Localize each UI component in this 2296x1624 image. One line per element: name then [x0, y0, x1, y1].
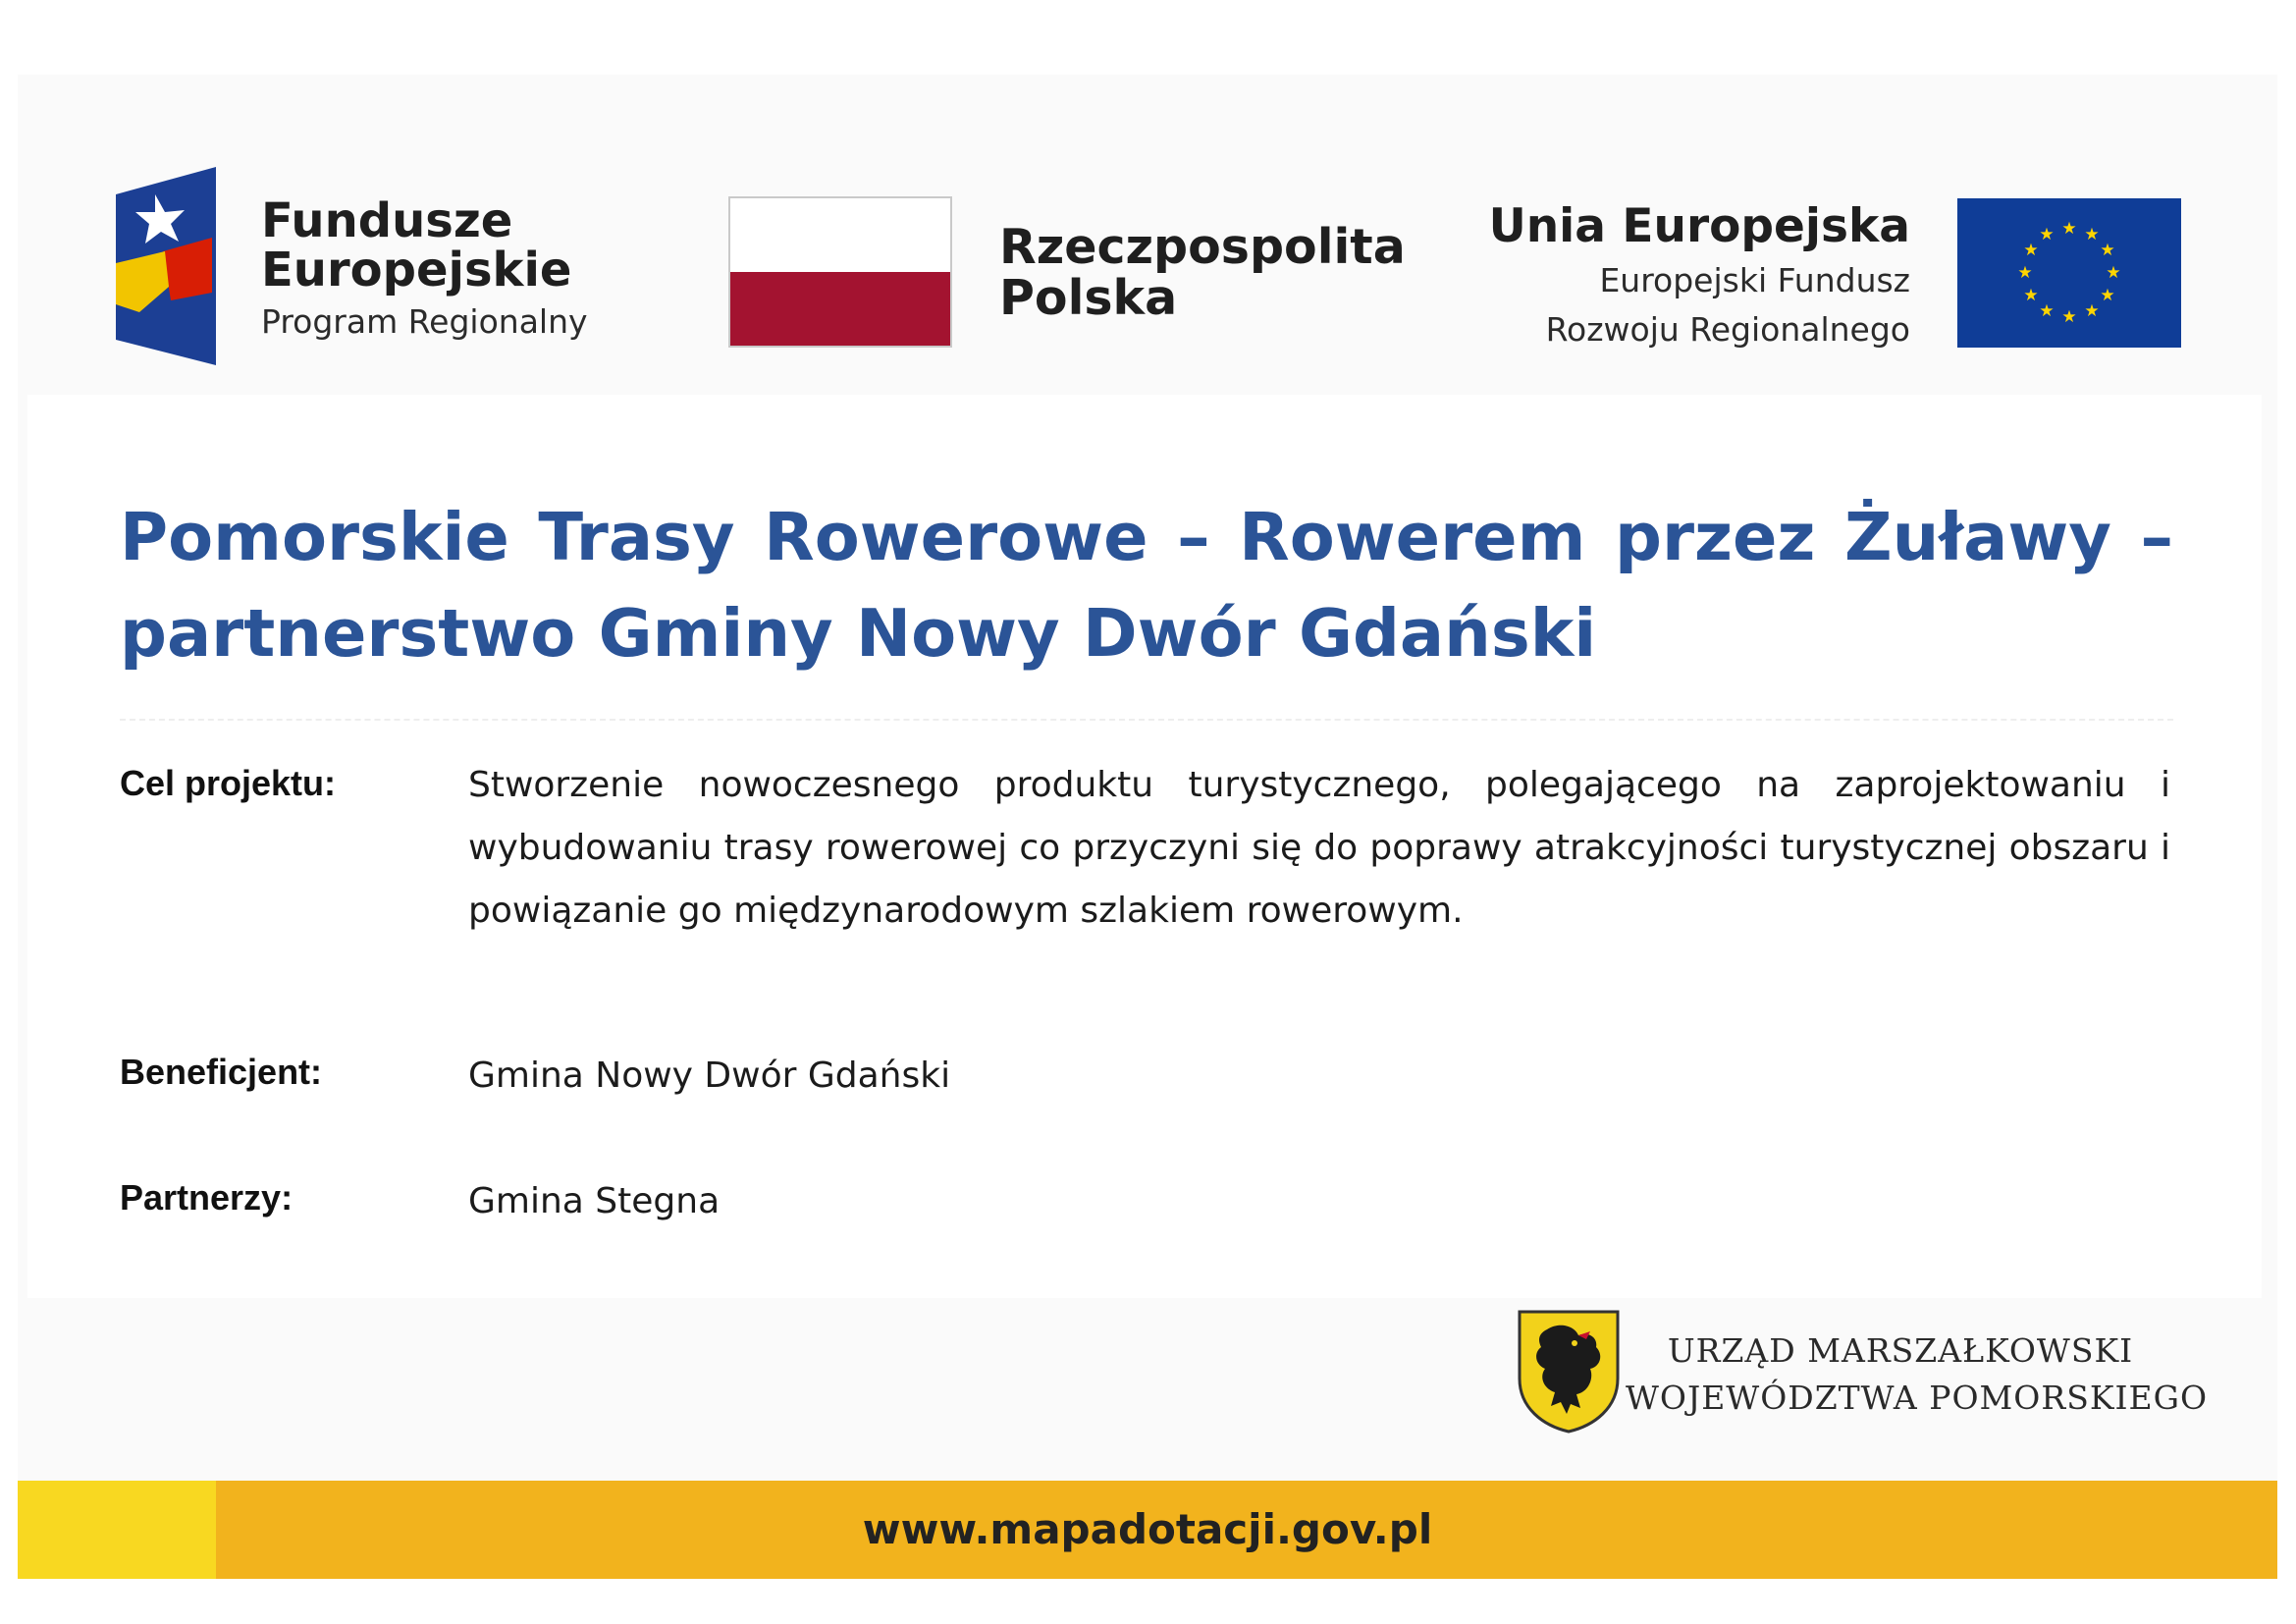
project-title: Pomorskie Trasy Rowerowe – Rowerem przez Żuławy – partnerstwo Gminy Nowy Dwór Gdański	[120, 499, 2173, 672]
svg-text:★: ★	[2061, 219, 2077, 239]
svg-text:★: ★	[2039, 225, 2055, 244]
fe-text-block	[261, 193, 588, 342]
unia-europejska-text	[1489, 200, 1910, 352]
svg-text:★: ★	[2106, 263, 2121, 283]
office-line1: URZĄD MARSZAŁKOWSKI	[1667, 1331, 2134, 1370]
svg-text:★: ★	[2061, 307, 2077, 327]
svg-text:★: ★	[2023, 286, 2039, 305]
svg-text:★: ★	[2100, 286, 2115, 305]
pl-line1: Rzeczpospolita	[999, 219, 1406, 275]
office-line2: WOJEWÓDZTWA POMORSKIEGO	[1626, 1379, 2209, 1417]
ue-title: Unia Europejska	[1488, 199, 1910, 253]
footer-bar	[18, 1481, 2277, 1579]
svg-text:★: ★	[2100, 241, 2115, 260]
svg-text:★: ★	[2023, 241, 2039, 260]
pl-line2: Polska	[999, 270, 1178, 326]
svg-text:★: ★	[2039, 301, 2055, 321]
ue-sub-line1: Europejski Fundusz	[1599, 261, 1910, 299]
partners-value: Gmina Stegna	[468, 1181, 721, 1221]
svg-text:★: ★	[2017, 263, 2033, 283]
eu-flag-icon	[1957, 198, 2181, 348]
fe-subtitle: Program Regionalny	[261, 302, 588, 341]
partners-label: Partnerzy:	[120, 1177, 294, 1218]
beneficiary-value: Gmina Nowy Dwór Gdański	[468, 1056, 951, 1096]
fe-title-line1: Fundusze	[261, 193, 513, 248]
goal-text: Stworzenie nowoczesnego produktu turystycznego, polegającego na zaprojektowaniu i wybudowaniu trasy rowerowej co przyczyni się do poprawy atrakcyjności turystycznej obszaru i powiązanie go międzynarodowym szlakiem rowerowym.	[468, 765, 2170, 931]
beneficiary-label: Beneficjent:	[120, 1052, 323, 1092]
fe-title-line2: Europejskie	[261, 243, 572, 298]
poland-flag-icon	[728, 196, 952, 348]
svg-text:★: ★	[2084, 225, 2100, 244]
svg-text:★: ★	[2084, 301, 2100, 321]
title-separator	[120, 719, 2173, 721]
fundusze-europejskie-icon	[116, 167, 216, 365]
footer-url-link[interactable]: www.mapadotacji.gov.pl	[862, 1505, 1433, 1553]
ue-sub-line2: Rozwoju Regionalnego	[1545, 310, 1910, 349]
urzad-marszalkowski-logo	[1518, 1306, 2209, 1439]
office-name	[1626, 1327, 2209, 1422]
goal-label: Cel projektu:	[120, 763, 337, 803]
coat-of-arms-griffin-icon	[1518, 1310, 1620, 1434]
rzeczpospolita-polska-text	[999, 219, 1406, 326]
fundusze-europejskie-logo	[116, 167, 587, 368]
